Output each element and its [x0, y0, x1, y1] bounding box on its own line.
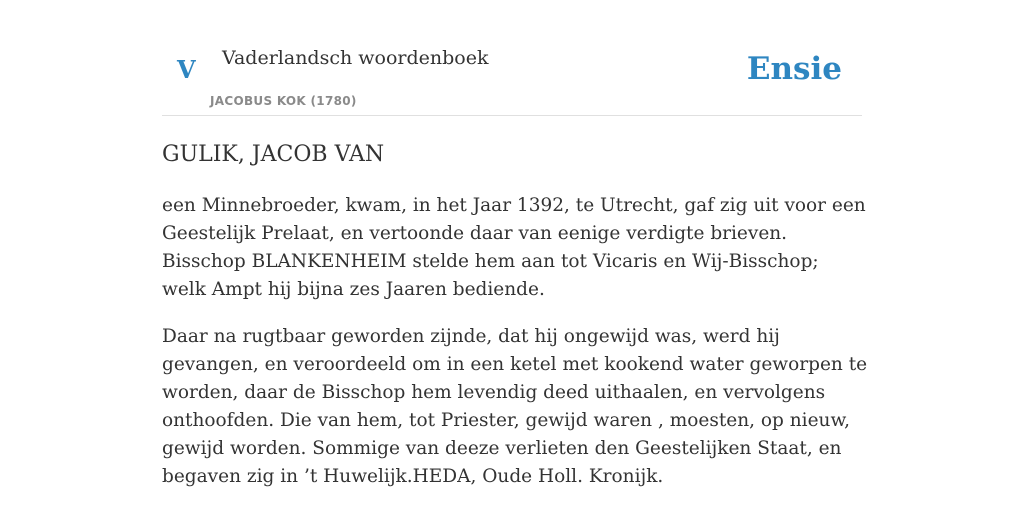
book-title-link[interactable]: Vaderlandsch woordenboek — [222, 47, 489, 69]
book-header — [162, 0, 862, 116]
entry-paragraph: een Minnebroeder, kwam, in het Jaar 1392, te Utrecht, gaf zig uit voor een Geestelijk Prelaat, en vertoonde daar van eenige verdigte brieven. Bisschop BLANKENHEIM stelde hem aan tot Vicaris en Wij-Bisschop; welk Ampt hij bijna zes Jaaren bediende. — [162, 195, 866, 300]
book-letter-badge[interactable]: V — [177, 55, 196, 84]
entry-title: GULIK, JACOB VAN — [162, 142, 385, 167]
entry-paragraph: Daar na rugtbaar geworden zijnde, dat hij ongewijd was, werd hij gevangen, en veroordeeld om in een ketel met kookend water geworpen te worden, daar de Bisschop hem levendig deed uithaalen, en vervolgens onthoofden. Die van hem, tot Priester, gewijd waren , moesten, op nieuw, gewijd worden. Sommige van deeze verlieten den Geestelijken Staat, en begaven zig in ’t Huwelijk.HEDA, Oude Holl. Kronijk. — [162, 326, 868, 487]
ensie-logo-link[interactable]: Ensie — [746, 51, 842, 87]
entry-body — [162, 192, 868, 510]
book-author: JACOBUS KOK (1780) — [210, 94, 357, 108]
